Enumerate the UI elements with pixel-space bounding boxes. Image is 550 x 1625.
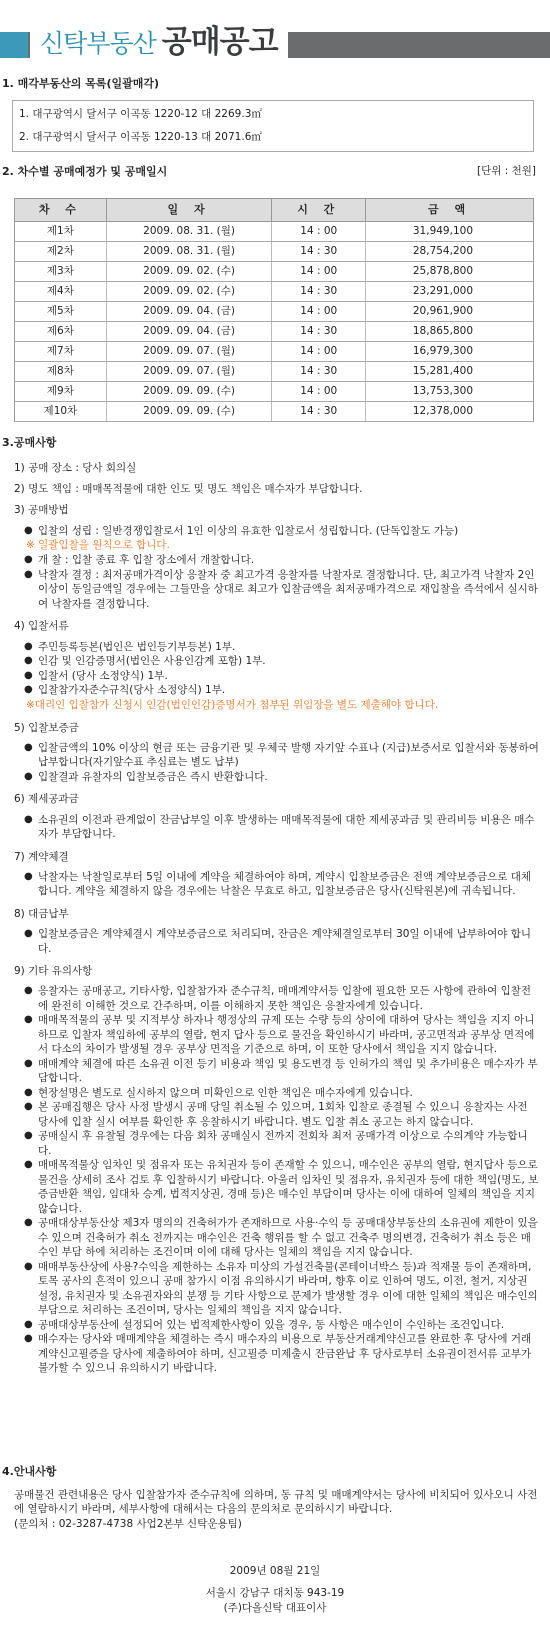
date-cell: 2009. 09. 04. (금): [106, 302, 272, 322]
info-body: 공매물건 관련내용은 당사 입찰참가자 준수규칙에 의하며, 동 규칙 및 매매계약서는 당사에 비치되어 있사오니 사전에 열람하시기 바라며, 세부사항에 대해서는 다음의 문의처로 문의하시기 바랍니다.: [14, 1488, 538, 1516]
schedule-table: [14, 198, 534, 422]
list-item: ● 매매부동산상에 사용?수익을 제한하는 소유자 미상의 가설건축물(콘테이너박스 등)과 적재물 등이 존재하며, 토목 공사의 흔적이 있으니 공매 참가시 이점 유의하시기 바라며, 향후 이로 인하여 명도, 이전, 철거, 지상권 설정, 유치권자 및 소유권자와의 분쟁 등 기타 사항으로 문제가 발생할 경우 이에 대한 일체의 책임은 매수인의 부담으로 처리하는 조건이며, 당사는 일체의 책임을 지지 않습니다.: [26, 1260, 540, 1318]
table-row: [15, 342, 534, 362]
round-cell: 제2차: [15, 242, 107, 262]
property-item: 2. 대구광역시 달서구 이곡동 1220-13 대 2071.6㎡: [19, 131, 262, 143]
list-item: ● 입찰참가자준수규칙(당사 소정양식) 1부.: [26, 683, 540, 698]
date-cell: 2009. 09. 09. (수): [106, 382, 272, 402]
list-item: ● 응찰자는 공매공고, 기타사항, 입찰참가자 준수규칙, 매매계약서등 입찰에 필요한 모든 사항에 관하여 입찰전에 완전히 이해한 것으로 간주하며, 이를 이해하지 못한 책임은 응찰자에게 있습니다.: [26, 984, 540, 1013]
section-1-title: 1. 매각부동산의 목록(일괄매각): [2, 77, 160, 90]
section-schedule: [0, 164, 550, 417]
time-cell: 14 : 30: [272, 322, 366, 342]
info-contact: (문의처 : 02-3287-4738 사업2본부 신탁운용팀): [14, 1517, 242, 1530]
table-row: [15, 262, 534, 282]
section-terms: [0, 435, 550, 1376]
term-method-title: 3) 공매방법: [14, 504, 69, 517]
table-row: [15, 402, 534, 422]
list-item: ● 낙찰자는 낙찰일로부터 5일 이내에 계약을 체결하여야 하며, 계약시 입찰보증금은 전액 계약보증금으로 대체합니다. 계약을 체결하지 않을 경우에는 낙찰은 무효로 하고, 입찰보증금은 당사(신탁원본)에 귀속됩니다.: [26, 870, 540, 899]
round-cell: 제3차: [15, 262, 107, 282]
amount-cell: 13,753,300: [366, 382, 534, 402]
footer-address: 서울시 강남구 대치동 943-19: [205, 1587, 345, 1600]
time-cell: 14 : 00: [272, 302, 366, 322]
date-cell: 2009. 08. 31. (월): [106, 222, 272, 242]
time-cell: 14 : 00: [272, 222, 366, 242]
round-cell: 제8차: [15, 362, 107, 382]
round-cell: 제9차: [15, 382, 107, 402]
date-cell: 2009. 09. 09. (수): [106, 402, 272, 422]
round-cell: 제4차: [15, 282, 107, 302]
section-2-title: 2. 차수별 공매예정가 및 공매일시: [2, 165, 168, 178]
list-item: ● 공매대상부동산에 설정되어 있는 법적제한사항이 있을 경우, 동 사항은 매수인이 수인하는 조건입니다.: [26, 1318, 540, 1333]
list-item: ● 인감 및 인감증명서(법인은 사용인감계 포함) 1부.: [26, 654, 540, 669]
amount-cell: 18,865,800: [366, 322, 534, 342]
list-item: ● 입찰결과 유찰자의 입찰보증금은 즉시 반환합니다.: [26, 770, 540, 785]
date-cell: 2009. 09. 07. (월): [106, 342, 272, 362]
list-item: ● 입찰금액의 10% 이상의 현금 또는 금융기관 및 우체국 발행 자기앞 수표나 (지급)보증서로 입찰서와 동봉하여 납부합니다(자기앞수표 추심료는 별도 납부): [26, 741, 540, 770]
amount-cell: 25,878,800: [366, 262, 534, 282]
header-accent: [0, 32, 28, 58]
title-sub: 신탁부동산: [40, 29, 156, 58]
round-cell: 제7차: [15, 342, 107, 362]
amount-cell: 12,378,000: [366, 402, 534, 422]
time-cell: 14 : 30: [272, 242, 366, 262]
table-row: [15, 382, 534, 402]
date-cell: 2009. 08. 31. (월): [106, 242, 272, 262]
date-cell: 2009. 09. 07. (월): [106, 362, 272, 382]
table-row: [15, 302, 534, 322]
list-item: ● 입찰보증금은 계약체결시 계약보증금으로 처리되며, 잔금은 계약체결일로부터 30일 이내에 납부하여야 합니다.: [26, 927, 540, 956]
property-item: 1. 대구광역시 달서구 이곡동 1220-12 대 2269.3㎡: [19, 108, 262, 120]
col-time-header: 시 간: [272, 199, 366, 222]
term-payment-title: 8) 대금납부: [14, 907, 69, 920]
term-taxes-title: 6) 제세공과금: [14, 793, 79, 806]
footer: [0, 1564, 550, 1617]
list-item: ● 공매실시 후 유찰될 경우에는 다음 회차 공매실시 전까지 전회차 최저 공매가격 이상으로 수의계약 가능합니다.: [26, 1129, 540, 1158]
section-property-list: [0, 76, 550, 143]
term-other-title: 9) 기타 유의사항: [14, 965, 93, 978]
date-cell: 2009. 09. 02. (수): [106, 262, 272, 282]
round-cell: 제6차: [15, 322, 107, 342]
time-cell: 14 : 30: [272, 362, 366, 382]
table-row: [15, 282, 534, 302]
section-4-title: 4.안내사항: [2, 1465, 57, 1478]
other-notes-list: [0, 984, 550, 1376]
list-item: ● 소유권의 이전과 관계없이 잔금납부일 이후 발생하는 매매목적물에 대한 제세공과금 및 관리비등 비용은 매수자가 부담합니다.: [26, 813, 540, 842]
col-amount-header: 금 액: [366, 199, 534, 222]
list-item: ● 낙찰자 결정 : 최저공매가격이상 응찰자 중 최고가격 응찰자를 낙찰자로 결정합니다. 단, 최고가격 낙찰자 2인 이상이 동일금액일 경우에는 그들만을 상대로 최고가 입찰금액을 최저공매가격으로 재입찰을 즉석에서 실시하여 낙찰자를 결정합니다.: [26, 568, 540, 612]
amount-cell: 20,961,900: [366, 302, 534, 322]
amount-cell: 28,754,200: [366, 242, 534, 262]
table-row: [15, 322, 534, 342]
time-cell: 14 : 30: [272, 402, 366, 422]
property-list-box: [12, 100, 534, 152]
term-deposit-title: 5) 입찰보증금: [14, 721, 79, 734]
list-item: ● 주민등록등본(법인은 법인등기부등본) 1부.: [26, 640, 540, 655]
amount-cell: 31,949,100: [366, 222, 534, 242]
date-cell: 2009. 09. 02. (수): [106, 282, 272, 302]
table-row: [15, 362, 534, 382]
documents-note: ※대리인 입찰참가 신청시 인감(법인인감)증명서가 첨부된 위임장을 별도 제출해야 합니다.: [26, 698, 439, 711]
table-row: [15, 242, 534, 262]
unit-label: [단위 : 천원]: [477, 165, 536, 177]
amount-cell: 23,291,000: [366, 282, 534, 302]
term-place: 1) 공매 장소 : 당사 회의실: [14, 461, 137, 474]
time-cell: 14 : 00: [272, 262, 366, 282]
list-item: ● 매매목적물의 공부 및 지적부상 하자나 행정상의 규제 또는 수량 등의 상이에 대하여 당사는 책임을 지지 아니하므로 입찰자 책임하에 공부의 열람, 현지 답사 등으로 물건을 확인하시기 바라며, 공고면적과 공부상 면적에서 다소의 차이가 발생될 경우 공부상 면적을 기준으로 하며, 이 또한 당사에서 책임을 지지 않습니다.: [26, 1013, 540, 1057]
page-header: [0, 20, 550, 64]
method-note: ※ 일괄입찰을 원칙으로 합니다.: [26, 539, 170, 552]
date-cell: 2009. 09. 04. (금): [106, 322, 272, 342]
term-documents-title: 4) 입찰서류: [14, 620, 69, 633]
amount-cell: 16,979,300: [366, 342, 534, 362]
list-item: ● 매수자는 당사와 매매계약을 체결하는 즉시 매수자의 비용으로 부동산거래계약신고를 완료한 후 당사에 거래계약신고필증을 당사에 제출하여야 하며, 신고필증 미제출시 잔금완납 후 당사로부터 소유권이전서류 교부가 불가할 수 있으니 유의하시기 바랍니다.: [26, 1332, 540, 1376]
col-date-header: 일 자: [106, 199, 272, 222]
list-item: ● 입찰서 (당사 소정양식) 1부.: [26, 669, 540, 684]
list-item: ● 매매계약 체결에 따른 소유권 이전 등기 비용과 책임 및 용도변경 등 인허가의 책임 및 추가비용은 매수자가 부담합니다.: [26, 1057, 540, 1086]
list-item: ● 공매대상부동산상 제3자 명의의 건축허가가 존재하므로 사용·수익 등 공매대상부동산의 소유권에 제한이 있을 수 있으며 건축허가 취소 전까지는 매수인은 건축 행위를 할 수 없고 건축주 명의변경, 건축허가 취소 등은 매수인 부담 하에 처리하는 조건이며 이에 대해 당사는 일체의 책임을 지지 않습니다.: [26, 1216, 540, 1260]
table-header-row: [15, 199, 534, 222]
time-cell: 14 : 00: [272, 342, 366, 362]
round-cell: 제5차: [15, 302, 107, 322]
table-row: [15, 222, 534, 242]
round-cell: 제1차: [15, 222, 107, 242]
time-cell: 14 : 00: [272, 382, 366, 402]
footer-company: (주)다올신탁 대표이사: [223, 1602, 327, 1615]
section-3-title: 3.공매사항: [2, 436, 57, 449]
list-item: ● 입찰의 성립 : 일반경쟁입찰로서 1인 이상의 유효한 입찰로서 성립합니다. (단독입찰도 가능): [26, 524, 540, 539]
list-item: ● 개 찰 : 입찰 종료 후 입찰 장소에서 개찰합니다.: [26, 553, 540, 568]
section-info: [0, 1464, 550, 1531]
page-title: [30, 20, 288, 64]
term-delivery: 2) 명도 책임 : 매매목적물에 대한 인도 및 명도 책임은 매수자가 부담합니다.: [14, 483, 363, 496]
list-item: ● 본 공매집행은 당사 사정 발생시 공매 당일 취소될 수 있으며, 1회차 입찰로 종결될 수 있으니 응찰자는 사전 당사에 입찰 실시 여부를 확인한 후 응찰하시기 바랍니다. 별도 입찰 취소 공고는 하지 않습니다.: [26, 1100, 540, 1129]
title-main: 공매공고: [161, 24, 278, 60]
list-item: ● 매매목적물상 임차인 및 점유자 또는 유치권자 등이 존재할 수 있으니, 매수인은 공부의 열람, 현지답사 등으로 물건을 상세히 조사 검토 후 입찰하시기 바랍니다. 아울러 임차인 및 점유자, 유치권자 등에 대한 책임(명도, 보증금반환 책임, 임대차 승계, 법적지상권, 경매 등)은 매수인 부담이며 당사는 이에 대하여 일체의 책임을 지지 않습니다.: [26, 1158, 540, 1216]
round-cell: 제10차: [15, 402, 107, 422]
term-contract-title: 7) 계약체결: [14, 850, 69, 863]
time-cell: 14 : 30: [272, 282, 366, 302]
col-round-header: 차 수: [15, 199, 107, 222]
list-item: ● 현장설명은 별도로 실시하지 않으며 미확인으로 인한 책임은 매수자에게 있습니다.: [26, 1086, 540, 1101]
amount-cell: 15,281,400: [366, 362, 534, 382]
footer-date: 2009년 08월 21일: [229, 1565, 321, 1577]
